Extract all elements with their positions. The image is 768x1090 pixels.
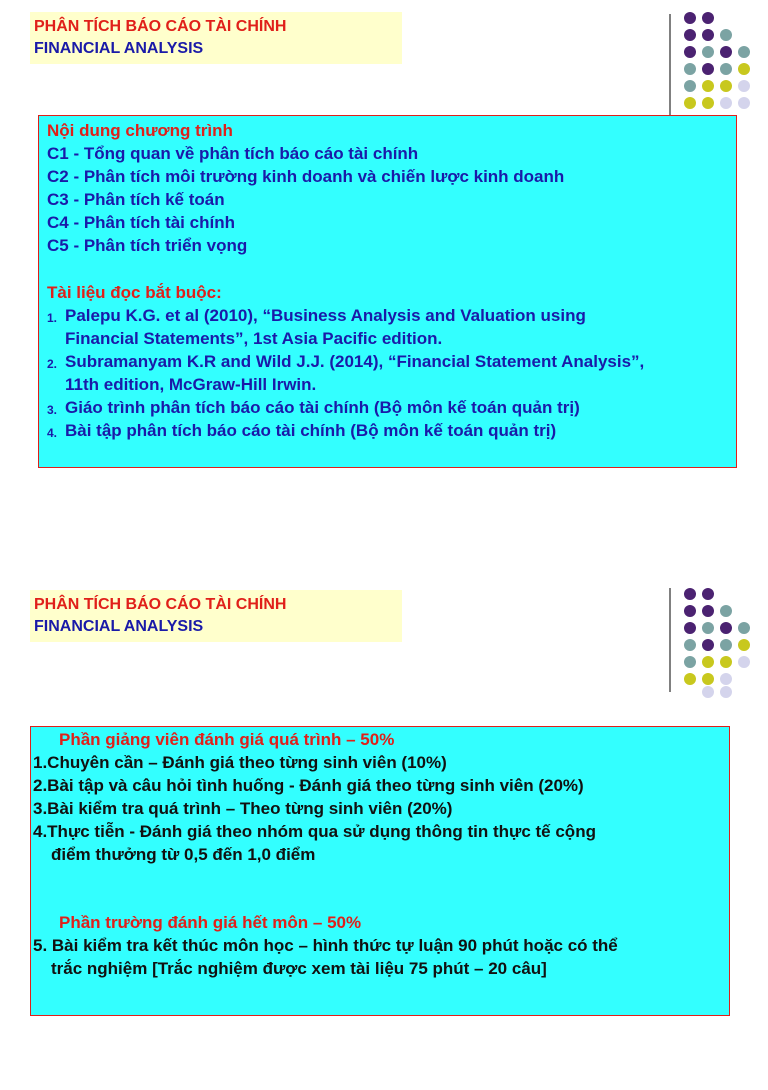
chapter-item: C1 - Tổng quan về phân tích báo cáo tài chính	[47, 144, 419, 163]
title-english: FINANCIAL ANALYSIS	[34, 40, 204, 57]
dot	[702, 673, 714, 685]
assessment-item: điểm thưởng từ 0,5 đến 1,0 điểm	[51, 845, 316, 864]
dot	[720, 673, 732, 685]
dot	[720, 656, 732, 668]
dot	[720, 46, 732, 58]
dot	[720, 63, 732, 75]
section-heading: Phần trường đánh giá hết môn – 50%	[59, 913, 362, 932]
divider-line	[669, 588, 671, 692]
dot	[720, 29, 732, 41]
dot	[738, 656, 750, 668]
title-english: FINANCIAL ANALYSIS	[34, 618, 204, 635]
dot	[684, 80, 696, 92]
dot	[720, 622, 732, 634]
divider-line	[669, 14, 671, 118]
content-box	[38, 115, 737, 468]
dot	[684, 63, 696, 75]
references-heading: Tài liệu đọc bắt buộc:	[47, 283, 222, 302]
dot	[720, 686, 732, 698]
reference-line: Financial Statements”, 1st Asia Pacific edition.	[65, 329, 443, 348]
assessment-item: 3.Bài kiểm tra quá trình – Theo từng sinh viên (20%)	[33, 799, 453, 818]
chapter-item: C5 - Phân tích triển vọng	[47, 236, 248, 255]
dot	[684, 622, 696, 634]
dot	[702, 622, 714, 634]
dot	[720, 80, 732, 92]
dot	[702, 29, 714, 41]
list-number: 4.	[47, 426, 58, 440]
list-number: 2.	[47, 357, 58, 371]
list-number: 1.	[47, 311, 58, 325]
dot	[684, 673, 696, 685]
chapter-item: C4 - Phân tích tài chính	[47, 213, 235, 232]
title-box	[30, 590, 402, 642]
dot	[702, 605, 714, 617]
reference-line: Bài tập phân tích báo cáo tài chính (Bộ môn kế toán quản trị)	[65, 421, 557, 440]
assessment-item: 1.Chuyên cần – Đánh giá theo từng sinh viên (10%)	[33, 753, 447, 772]
reference-line: 11th edition, McGraw-Hill Irwin.	[65, 375, 317, 394]
dot	[702, 656, 714, 668]
section-heading: Phần giảng viên đánh giá quá trình – 50%	[59, 730, 395, 749]
reference-line: Giáo trình phân tích báo cáo tài chính (Bộ môn kế toán quản trị)	[65, 398, 580, 417]
reference-line: Palepu K.G. et al (2010), “Business Analysis and Valuation using	[65, 306, 586, 325]
assessment-item: 2.Bài tập và câu hỏi tình huống - Đánh giá theo từng sinh viên (20%)	[33, 776, 584, 795]
dot	[738, 46, 750, 58]
list-number: 3.	[47, 403, 58, 417]
chapter-item: C3 - Phân tích kế toán	[47, 190, 225, 209]
dot	[702, 639, 714, 651]
reference-line: Subramanyam K.R and Wild J.J. (2014), “Financial Statement Analysis”,	[65, 352, 645, 371]
dot	[702, 588, 714, 600]
title-vietnamese: PHÂN TÍCH BÁO CÁO TÀI CHÍNH	[34, 18, 287, 35]
dot	[720, 97, 732, 109]
dot	[684, 656, 696, 668]
dot	[684, 12, 696, 24]
dot	[684, 639, 696, 651]
dot	[738, 622, 750, 634]
content-box	[30, 726, 730, 1016]
dot	[684, 605, 696, 617]
dot	[702, 97, 714, 109]
dot	[702, 12, 714, 24]
title-box	[30, 12, 402, 64]
dot	[738, 639, 750, 651]
dot	[702, 46, 714, 58]
dot	[738, 63, 750, 75]
assessment-item: 4.Thực tiễn - Đánh giá theo nhóm qua sử dụng thông tin thực tế cộng	[33, 822, 596, 841]
dot	[720, 639, 732, 651]
dot	[684, 97, 696, 109]
dot	[720, 605, 732, 617]
dot	[738, 97, 750, 109]
program-heading: Nội dung chương trình	[47, 121, 233, 140]
dot	[702, 63, 714, 75]
title-vietnamese: PHÂN TÍCH BÁO CÁO TÀI CHÍNH	[34, 596, 287, 613]
dot	[702, 80, 714, 92]
dot	[684, 29, 696, 41]
chapter-item: C2 - Phân tích môi trường kinh doanh và chiến lược kinh doanh	[47, 167, 565, 186]
dot	[684, 46, 696, 58]
dot	[702, 686, 714, 698]
slide-1	[0, 0, 768, 512]
slide-2	[0, 578, 768, 1090]
dot	[738, 80, 750, 92]
assessment-item: 5. Bài kiểm tra kết thúc môn học – hình thức tự luận 90 phút hoặc có thể	[33, 936, 618, 955]
dot	[684, 588, 696, 600]
assessment-item: trắc nghiệm [Trắc nghiệm được xem tài liệu 75 phút – 20 câu]	[51, 959, 547, 978]
